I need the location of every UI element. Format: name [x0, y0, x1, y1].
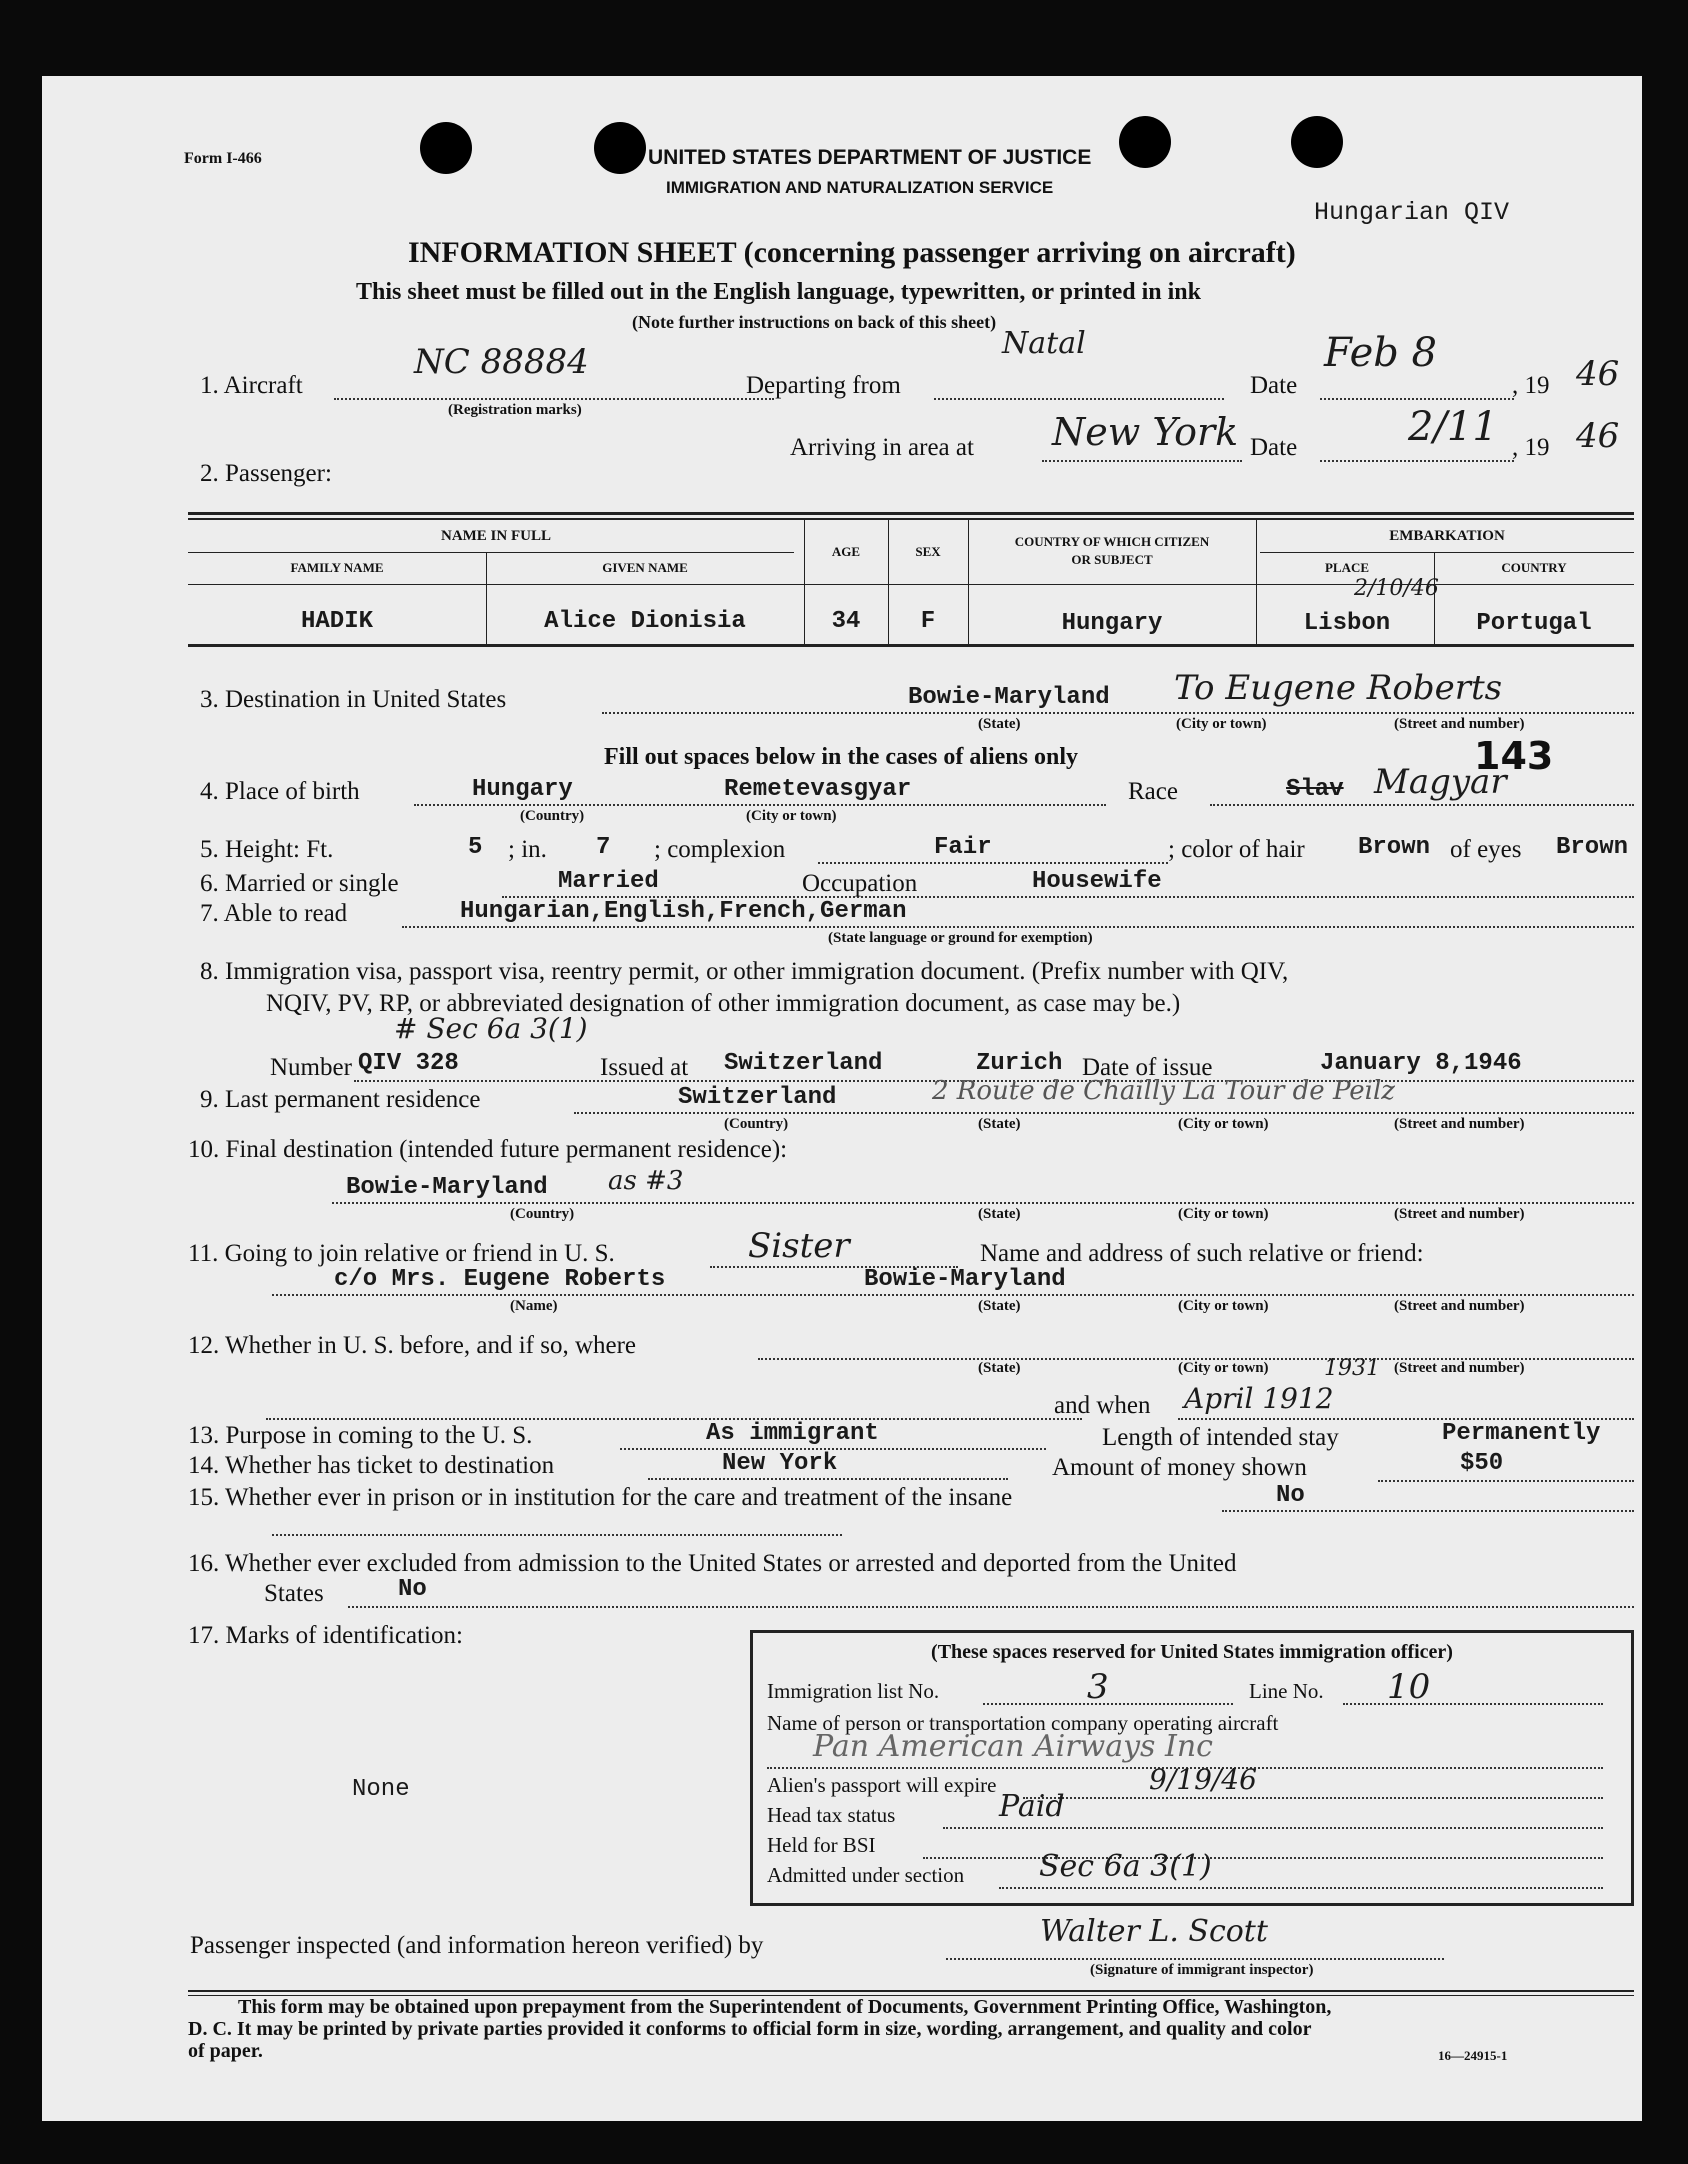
arriving-label: Arriving in area at: [790, 434, 974, 461]
stay-label: Length of intended stay: [1102, 1424, 1339, 1451]
complexion-label: ; complexion: [654, 836, 786, 863]
footer-line1: This form may be obtained upon prepayment from the Superintendent of Documents, Government Printing Office, Washington,: [238, 1996, 1332, 2018]
bsi-label: Held for BSI: [767, 1833, 876, 1857]
eyes-label: of eyes: [1450, 836, 1522, 863]
join-relative-label: 11. Going to join relative or friend in U. S.: [188, 1240, 615, 1267]
complexion-value: Fair: [934, 834, 992, 861]
excluded-value: No: [398, 1576, 427, 1603]
citizenship-value: Hungary: [1061, 610, 1163, 637]
issue-date-value: January 8,1946: [1320, 1050, 1522, 1077]
citizenship-header-1: COUNTRY OF WHICH CITIZEN: [1014, 534, 1210, 549]
punch-hole: [420, 122, 472, 174]
eyes-value: Brown: [1556, 834, 1629, 861]
destination-label: 3. Destination in United States: [200, 686, 507, 713]
stamp-number: 143: [1474, 734, 1554, 778]
arriving-value: New York: [1052, 410, 1239, 454]
departure-year: 46: [1576, 354, 1620, 394]
place-header: PLACE: [1324, 560, 1370, 575]
family-name-value: HADIK: [300, 608, 373, 635]
age-header: AGE: [831, 544, 861, 559]
hair-label: ; color of hair: [1168, 836, 1305, 863]
last-residence-address: 2 Route de Chailly La Tour de Peilz: [932, 1076, 1395, 1106]
arrival-year: 46: [1576, 416, 1620, 456]
occupation-value: Housewife: [1032, 868, 1162, 895]
date-label: Date: [1250, 372, 1298, 399]
punch-hole: [594, 122, 646, 174]
destination-handwritten: To Eugene Roberts: [1174, 668, 1503, 708]
relative-street-caption: (Street and number): [1394, 1298, 1525, 1314]
previous-state-caption: (State): [978, 1360, 1021, 1376]
section-label: Admitted under section: [767, 1863, 965, 1887]
when-label: and when: [1054, 1392, 1151, 1419]
inspector-signature: Walter L. Scott: [1040, 1914, 1268, 1949]
height-in-value: 7: [596, 834, 611, 861]
ticket-value: New York: [722, 1450, 838, 1477]
operator-label: Name of person or transportation company operating aircraft: [767, 1711, 1279, 1735]
arrival-date-value: 2/11: [1408, 404, 1498, 450]
birthplace-label: 4. Place of birth: [200, 778, 360, 805]
citizenship-header-2: OR SUBJECT: [1071, 552, 1153, 567]
identification-label: 17. Marks of identification:: [188, 1622, 463, 1649]
last-residence-country-caption: (Country): [724, 1116, 789, 1132]
height-in-label: ; in.: [508, 836, 547, 863]
when-value: April 1912: [1184, 1382, 1334, 1415]
last-residence-state-caption: (State): [978, 1116, 1021, 1132]
quota-note: Hungarian QIV: [1314, 198, 1510, 227]
relative-name-value: c/o Mrs. Eugene Roberts: [334, 1266, 666, 1293]
footer-line2: D. C. It may be printed by private parties provided it conforms to official form in size, wording, arrangement, and quality and color: [188, 2018, 1312, 2040]
marital-label: 6. Married or single: [200, 870, 399, 897]
read-label: 7. Able to read: [200, 900, 348, 927]
line-no-value: 10: [1387, 1667, 1431, 1707]
birth-city-caption: (City or town): [746, 808, 837, 824]
final-destination-label: 10. Final destination (intended future permanent residence):: [188, 1136, 788, 1163]
head-tax-value: Paid: [999, 1789, 1065, 1824]
head-tax-label: Head tax status: [767, 1803, 896, 1827]
passenger-label: 2. Passenger:: [200, 460, 332, 487]
read-value: Hungarian,English,French,German: [460, 898, 907, 925]
when-correction: 1931: [1324, 1356, 1380, 1381]
purpose-value: As immigrant: [706, 1420, 879, 1447]
number-label: Number: [270, 1054, 352, 1081]
final-city-caption: (City or town): [1178, 1206, 1269, 1222]
arrival-date-label: Date: [1250, 434, 1298, 461]
given-name-header: GIVEN NAME: [602, 560, 688, 575]
embarkation-place-value: Lisbon: [1303, 610, 1391, 637]
issue-date-label: Date of issue: [1082, 1054, 1213, 1081]
purpose-label: 13. Purpose in coming to the U. S.: [188, 1422, 533, 1449]
money-value: $50: [1460, 1450, 1504, 1477]
relative-name-caption: (Name): [510, 1298, 558, 1314]
identification-value: None: [352, 1776, 410, 1803]
state-caption: (State): [978, 716, 1021, 732]
previous-us-label: 12. Whether in U. S. before, and if so, where: [188, 1332, 637, 1359]
relative-state-caption: (State): [978, 1298, 1021, 1314]
race-label: Race: [1128, 778, 1178, 805]
departing-label: Departing from: [746, 372, 901, 399]
last-residence-city-caption: (City or town): [1178, 1116, 1269, 1132]
destination-value: Bowie-Maryland: [908, 684, 1110, 711]
height-ft-value: 5: [468, 834, 483, 861]
excluded-label-line1: 16. Whether ever excluded from admission to the United States or arrested and deported from the United: [188, 1550, 1237, 1577]
officer-box: [750, 1630, 1634, 1906]
reg-marks-caption: (Registration marks): [448, 402, 582, 418]
list-no-value: 3: [1087, 1667, 1109, 1707]
height-label: 5. Height: Ft.: [200, 836, 334, 863]
name-address-label: Name and address of such relative or friend:: [980, 1240, 1424, 1267]
form-note: (Note further instructions on back of this sheet): [632, 312, 997, 332]
birth-country-caption: (Country): [520, 808, 585, 824]
line-no-label: Line No.: [1249, 1679, 1324, 1703]
embarkation-country-value: Portugal: [1476, 610, 1592, 637]
previous-city-caption: (City or town): [1178, 1360, 1269, 1376]
footer-line3: of paper.: [188, 2040, 263, 2062]
birth-city-value: Remetevasgyar: [724, 776, 912, 803]
given-name-value: Alice Dionisia: [544, 608, 746, 635]
ticket-label: 14. Whether has ticket to destination: [188, 1452, 555, 1479]
departure-date-value: Feb 8: [1324, 330, 1438, 376]
embarkation-country-header: COUNTRY: [1501, 560, 1567, 575]
aliens-heading: Fill out spaces below in the cases of aliens only: [604, 744, 1079, 770]
arrival-year-prefix: , 19: [1512, 434, 1550, 461]
sex-header: SEX: [915, 544, 941, 559]
name-in-full-header: NAME IN FULL: [440, 528, 551, 544]
prison-value: No: [1276, 1482, 1305, 1509]
embarkation-header: EMBARKATION: [1389, 528, 1505, 544]
list-no-label: Immigration list No.: [767, 1679, 940, 1703]
form-subtitle: This sheet must be filled out in the English language, typewritten, or printed in ink: [356, 279, 1201, 305]
departing-value: Natal: [1002, 326, 1086, 361]
aircraft-value: NC 88884: [414, 342, 589, 382]
form-number: Form I-466: [184, 150, 262, 167]
passport-expire-value: 9/19/46: [1149, 1763, 1257, 1796]
occupation-label: Occupation: [802, 870, 918, 897]
final-destination-value: Bowie-Maryland: [346, 1174, 548, 1201]
last-residence-country: Switzerland: [678, 1084, 837, 1111]
family-name-header: FAMILY NAME: [290, 560, 384, 575]
final-street-caption: (Street and number): [1394, 1206, 1525, 1222]
money-label: Amount of money shown: [1052, 1454, 1307, 1481]
operator-value: Pan American Airways Inc: [813, 1729, 1213, 1764]
read-caption: (State language or ground for exemption): [828, 930, 1093, 946]
aircraft-label: 1. Aircraft: [200, 372, 303, 399]
punch-hole: [1291, 116, 1343, 168]
age-value: 34: [831, 608, 861, 635]
race-handwritten-value: Magyar: [1374, 762, 1507, 802]
previous-street-caption: (Street and number): [1394, 1360, 1525, 1376]
final-state-caption: (State): [978, 1206, 1021, 1222]
stay-value: Permanently: [1442, 1420, 1601, 1447]
punch-hole: [1119, 116, 1171, 168]
immigration-doc-line2: NQIV, PV, RP, or abbreviated designation of other immigration document, as case may be.): [266, 990, 1181, 1017]
agency-service: IMMIGRATION AND NATURALIZATION SERVICE: [666, 178, 1054, 197]
form-sheet: [42, 76, 1642, 2121]
agency-name: UNITED STATES DEPARTMENT OF JUSTICE: [648, 146, 1092, 169]
last-residence-label: 9. Last permanent residence: [200, 1086, 481, 1113]
sex-value: F: [920, 608, 936, 635]
form-code: 16—24915-1: [1438, 2048, 1508, 2063]
visa-number-value: QIV 328: [358, 1050, 459, 1077]
birth-country-value: Hungary: [472, 776, 573, 803]
relative-city-caption: (City or town): [1178, 1298, 1269, 1314]
inspection-label: Passenger inspected (and information hereon verified) by: [190, 1932, 764, 1959]
last-residence-street-caption: (Street and number): [1394, 1116, 1525, 1132]
form-title: INFORMATION SHEET (concerning passenger arriving on aircraft): [408, 236, 1296, 269]
immigration-doc-handnote: # Sec 6a 3(1): [394, 1012, 588, 1045]
marital-value: Married: [558, 868, 659, 895]
excluded-label-line2: States: [264, 1580, 324, 1607]
passport-expire-label: Alien's passport will expire: [767, 1773, 997, 1797]
relation-value: Sister: [748, 1226, 850, 1266]
final-destination-hand: as #3: [608, 1166, 684, 1196]
section-value: Sec 6a 3(1): [1039, 1849, 1212, 1884]
prison-label: 15. Whether ever in prison or in institution for the care and treatment of the insane: [188, 1484, 1013, 1511]
embarkation-date-value: 2/10/46: [1354, 576, 1439, 601]
city-caption: (City or town): [1176, 716, 1267, 732]
final-country-caption: (Country): [510, 1206, 575, 1222]
issued-city-value: Zurich: [976, 1050, 1063, 1077]
relative-state-value: Bowie-Maryland: [864, 1266, 1066, 1293]
issued-at-label: Issued at: [600, 1054, 689, 1081]
hair-value: Brown: [1358, 834, 1431, 861]
street-caption: (Street and number): [1394, 716, 1525, 732]
race-typed-value: Slav: [1286, 776, 1344, 803]
immigration-doc-line1: 8. Immigration visa, passport visa, reentry permit, or other immigration document. (Prefix number with QIV,: [200, 958, 1289, 985]
signature-caption: (Signature of immigrant inspector): [1090, 1962, 1314, 1978]
issued-country-value: Switzerland: [724, 1050, 883, 1077]
year-prefix: , 19: [1512, 372, 1550, 399]
officer-box-heading: (These spaces reserved for United States immigration officer): [931, 1641, 1453, 1663]
